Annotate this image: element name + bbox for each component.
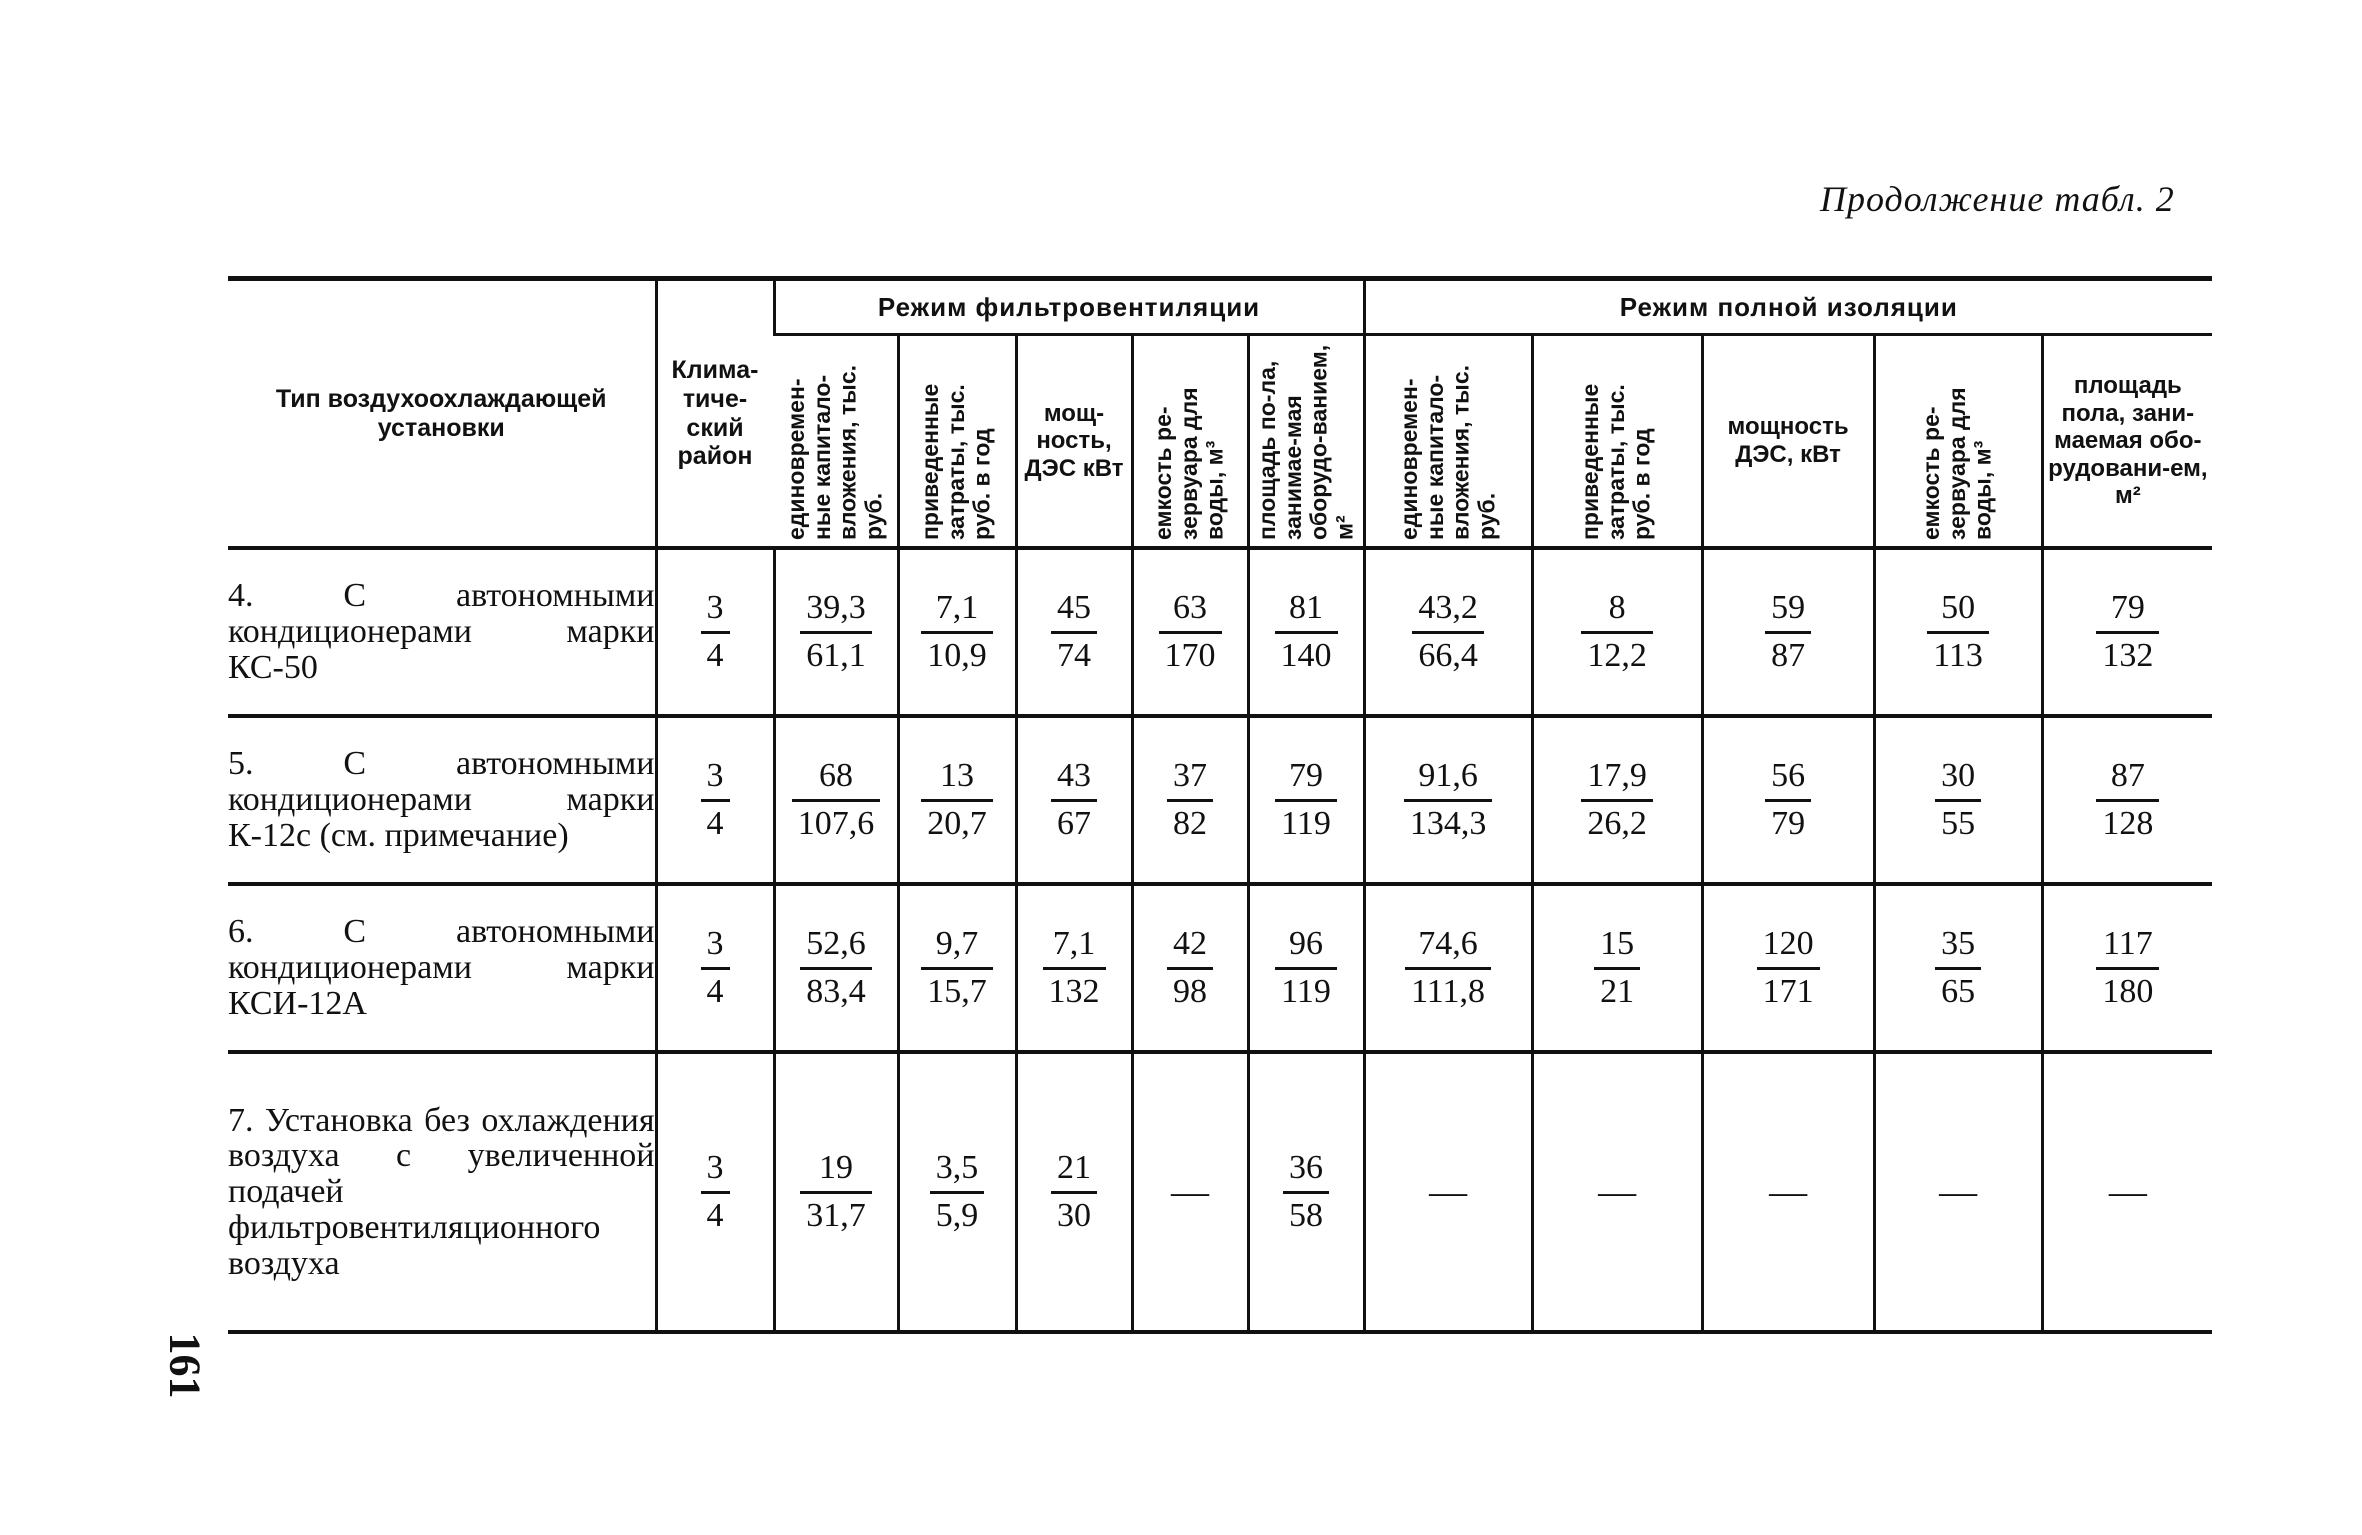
climate-4-value: 30 [1057,1196,1091,1234]
climate-4-value: 55 [1941,804,1976,842]
fraction-value [1043,924,1106,1013]
value-cell [1364,716,1532,884]
value-cell [1016,548,1132,716]
value-cell [1702,716,1874,884]
fraction-value [2096,924,2159,1013]
empty-cell [1702,1052,1874,1332]
value-cell [774,884,898,1052]
value-cell [1132,548,1248,716]
fraction-value [1051,588,1097,677]
row-type-name: 4. С автономными кондиционерами марки КС-50 [228,548,656,716]
header-isolation-costs: приведенные затраты, тыс. руб. в год [1532,335,1702,549]
climate-3-value: 43 [1051,756,1097,802]
value-cell [1874,884,2042,1052]
climate-4-value: 15,7 [927,972,987,1010]
header-type: Тип воздухоохлаждающей установки [228,279,656,549]
climate-3-value: 56 [1765,756,1811,802]
dash-mark: — [1939,1171,1978,1213]
value-cell [1532,548,1702,716]
climate-4-value: 26,2 [1587,804,1647,842]
fraction-value [1412,588,1484,677]
header-isolation-tank: емкость ре-зервуара для воды, м³ [1874,335,2042,549]
fraction-value [930,1148,985,1237]
value-cell [1132,716,1248,884]
fraction-value [1927,588,1989,677]
fraction-value [1167,924,1213,1013]
fraction-value [1159,588,1222,677]
value-cell [2042,716,2212,884]
climate-4-value: 134,3 [1409,804,1487,842]
table-row [228,548,2212,716]
header-filter-capital: единовремен-ные капитало-вложения, тыс. руб. [782,365,886,541]
climate-4-value: 58 [1289,1196,1324,1234]
fraction-value [1935,756,1981,845]
climate-3-value: 79 [2096,588,2159,634]
climate-3-value: 43,2 [1412,588,1484,634]
table-row [228,884,2212,1052]
fraction-value [1283,1148,1329,1237]
climate-3-value: 39,3 [800,588,872,634]
fraction-value [701,924,730,1013]
fraction-value [1594,924,1640,1013]
value-cell [1874,716,2042,884]
climate-3-value: 59 [1765,588,1811,634]
value-cell [1132,884,1248,1052]
climate-3-value: 81 [1275,588,1338,634]
row-type-name: 7. Установка без охлаждения воздуха с увеличенной подачей фильтровентиляционного воздуха [228,1052,656,1332]
fraction-value [800,924,872,1013]
fraction-value [1581,588,1653,677]
climate-cell [656,716,774,884]
climate-3-value: 21 [1051,1148,1097,1194]
value-cell [1874,548,2042,716]
fraction-value [2096,756,2159,845]
climate-4-value: 128 [2102,804,2154,842]
climate-3-value: 7,1 [921,588,993,634]
fraction-value [1167,756,1213,845]
climate-4-value: 119 [1281,804,1331,842]
climate-3-value: 30 [1935,756,1981,802]
fraction-value [1765,756,1811,845]
fraction-value [1935,924,1981,1013]
value-cell [1248,884,1364,1052]
fraction-value [701,588,730,677]
climate-4-value: 31,7 [806,1196,866,1234]
climate-4-value: 82 [1173,804,1207,842]
climate-4-value: 140 [1280,636,1332,674]
climate-4-value: 66,4 [1418,636,1478,674]
climate-cell [656,548,774,716]
climate-4-value: 65 [1941,972,1976,1010]
fraction-value [921,756,993,845]
climate-3-value: 96 [1275,924,1337,970]
climate-3-value: 79 [1275,756,1337,802]
climate-4-value: 107,6 [797,804,875,842]
dash-mark: — [1598,1171,1637,1213]
table-row [228,716,2212,884]
climate-4-value: 10,9 [927,636,987,674]
fraction-value [1581,756,1653,845]
fraction-value [1275,924,1337,1013]
row-type-name: 6. С автономными кондиционерами марки КСИ-12А [228,884,656,1052]
dash-mark: — [2108,1171,2147,1213]
climate-4-value: 4 [706,636,724,674]
climate-4-value: 20,7 [927,804,987,842]
value-cell [1016,1052,1132,1332]
header-isolation-power: мощность ДЭС, кВт [1702,335,1874,549]
climate-4-value: 111,8 [1411,972,1486,1010]
climate-4-value: 4 [706,972,724,1010]
climate-3-value: 7,1 [1043,924,1106,970]
value-cell [2042,884,2212,1052]
value-cell [774,548,898,716]
fraction-value [800,588,872,677]
value-cell [898,1052,1016,1332]
header-filter-tank: емкость ре-зервуара для воды, м³ [1132,335,1248,549]
table-row [228,1052,2212,1332]
fraction-value [921,924,993,1013]
value-cell [1532,884,1702,1052]
climate-3-value: 9,7 [921,924,993,970]
fraction-value [701,756,730,845]
value-cell [898,716,1016,884]
header-isolation-area: площадь пола, зани-маемая обо-рудовани-ем, м² [2042,335,2212,549]
fraction-value [921,588,993,677]
climate-3-value: 45 [1051,588,1097,634]
header-row-groups [228,279,2212,335]
climate-4-value: 67 [1057,804,1091,842]
climate-3-value: 35 [1935,924,1981,970]
dash-mark: — [1769,1171,1808,1213]
climate-4-value: 113 [1933,636,1983,674]
value-cell [1364,884,1532,1052]
value-cell [774,1052,898,1332]
climate-3-value: 117 [2096,924,2159,970]
climate-3-value: 52,6 [800,924,872,970]
fraction-value [1051,756,1097,845]
value-cell [1532,716,1702,884]
climate-3-value: 15 [1594,924,1640,970]
empty-cell [2042,1052,2212,1332]
header-group-isolation: Режим полной изоляции [1364,279,2212,335]
climate-4-value: 180 [2102,972,2154,1010]
climate-3-value: 8 [1581,588,1653,634]
header-group-filter: Режим фильтровентиляции [774,279,1364,335]
climate-4-value: 5,9 [935,1196,979,1234]
data-table [228,276,2212,1334]
climate-4-value: 119 [1281,972,1331,1010]
climate-cell [656,1052,774,1332]
climate-3-value: 37 [1167,756,1213,802]
empty-cell [1532,1052,1702,1332]
fraction-value [2096,588,2159,677]
climate-4-value: 170 [1164,636,1216,674]
value-cell [1248,548,1364,716]
climate-3-value: 17,9 [1581,756,1653,802]
header-filter-power: мощ-ность, ДЭС кВт [1016,335,1132,549]
value-cell [1702,884,1874,1052]
fraction-value [1765,588,1811,677]
value-cell [1016,716,1132,884]
value-cell [898,884,1016,1052]
header-filter-area: площадь по-ла, занимае-мая оборудо-ванием, м² [1248,335,1364,549]
climate-4-value: 132 [1048,972,1100,1010]
table-body [228,548,2212,1332]
header-isolation-capital: единовремен-ные капитало-вложения, тыс. руб. [1364,335,1532,549]
climate-4-value: 83,4 [806,972,866,1010]
climate-3-value: 68 [792,756,881,802]
empty-cell [1132,1052,1248,1332]
climate-3-value: 19 [800,1148,872,1194]
climate-3-value: 42 [1167,924,1213,970]
climate-4-value: 4 [706,1196,724,1234]
climate-3-value: 63 [1159,588,1222,634]
climate-4-value: 21 [1600,972,1635,1010]
row-type-name: 5. С автономными кондиционерами марки К-12с (см. примечание) [228,716,656,884]
fraction-value [1405,924,1491,1013]
empty-cell [1364,1052,1532,1332]
climate-3-value: 13 [921,756,993,802]
header-filter-costs: приведенные затраты, тыс. руб. в год [898,335,1016,549]
value-cell [1248,716,1364,884]
value-cell [774,716,898,884]
fraction-value [1757,924,1820,1013]
climate-4-value: 74 [1057,636,1091,674]
climate-4-value: 12,2 [1587,636,1647,674]
fraction-value [1275,756,1337,845]
value-cell [1702,548,1874,716]
climate-3-value: 3 [701,756,730,802]
climate-4-value: 98 [1173,972,1207,1010]
climate-3-value: 74,6 [1405,924,1491,970]
climate-3-value: 87 [2096,756,2159,802]
value-cell [898,548,1016,716]
fraction-value [1275,588,1338,677]
header-climate: Клима-тиче-ский район [656,279,774,549]
climate-4-value: 61,1 [806,636,866,674]
climate-cell [656,884,774,1052]
fraction-value [1051,1148,1097,1237]
table-caption: Продолжение табл. 2 [1820,179,2175,219]
fraction-value [701,1148,730,1237]
climate-3-value: 36 [1283,1148,1329,1194]
climate-4-value: 132 [2102,636,2154,674]
value-cell [1248,1052,1364,1332]
climate-4-value: 4 [706,804,724,842]
page-number: 161 [160,1332,210,1399]
climate-4-value: 79 [1771,804,1806,842]
value-cell [1016,884,1132,1052]
empty-cell [1874,1052,2042,1332]
climate-3-value: 120 [1757,924,1820,970]
fraction-value [800,1148,872,1237]
climate-4-value: 87 [1771,636,1806,674]
data-table-container [228,276,2212,1334]
climate-3-value: 3,5 [930,1148,985,1194]
fraction-value [1404,756,1493,845]
climate-4-value: 171 [1762,972,1814,1010]
value-cell [1364,548,1532,716]
climate-3-value: 91,6 [1404,756,1493,802]
climate-3-value: 3 [701,588,730,634]
climate-3-value: 3 [701,924,730,970]
value-cell [2042,548,2212,716]
fraction-value [792,756,881,845]
climate-3-value: 50 [1927,588,1989,634]
climate-3-value: 3 [701,1148,730,1194]
dash-mark: — [1429,1171,1468,1213]
dash-mark: — [1171,1171,1209,1213]
